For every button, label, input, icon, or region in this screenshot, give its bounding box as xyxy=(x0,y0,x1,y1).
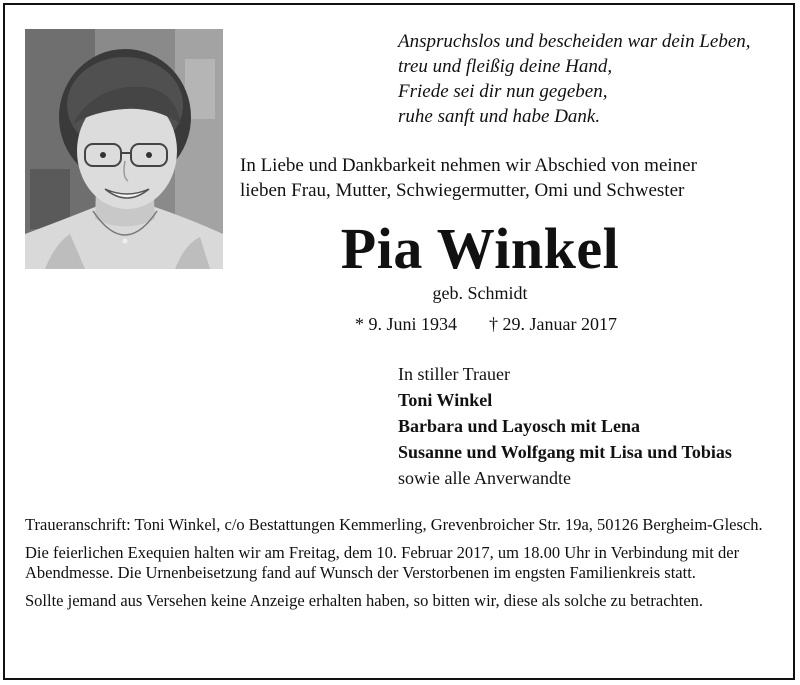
mourner-name: Barbara und Layosch mit Lena xyxy=(398,416,641,436)
mourner-name: Susanne und Wolfgang mit Lisa und Tobias xyxy=(398,442,732,462)
portrait-photo-icon xyxy=(25,29,223,269)
poem-line: Anspruchslos und bescheiden war dein Leben, xyxy=(398,31,751,52)
portrait-photo xyxy=(25,29,223,269)
birth-name: geb. Schmidt xyxy=(432,283,528,303)
death-date: † 29. Januar 2017 xyxy=(489,314,617,334)
birth-date: * 9. Juni 1934 xyxy=(355,314,458,334)
mourners-closing: sowie alle Anverwandte xyxy=(398,468,571,488)
footer-info xyxy=(25,515,785,619)
obituary-notice xyxy=(3,3,795,680)
intro-line: lieben Frau, Mutter, Schwiegermutter, Omi und Schwester xyxy=(240,180,685,201)
deceased-name: Pia Winkel xyxy=(340,216,620,281)
mourners-heading: In stiller Trauer xyxy=(398,364,510,384)
poem xyxy=(398,29,788,129)
mourner-name: Toni Winkel xyxy=(398,390,493,410)
intro-text xyxy=(240,153,790,203)
poem-line: Friede sei dir nun gegeben, xyxy=(398,81,608,102)
life-dates xyxy=(355,312,755,336)
intro-line: In Liebe und Dankbarkeit nehmen wir Abschied von meiner xyxy=(240,155,697,176)
poem-line: treu und fleißig deine Hand, xyxy=(398,56,613,77)
notice-note: Sollte jemand aus Versehen keine Anzeige erhalten haben, so bitten wir, diese als solche zu betrachten. xyxy=(25,591,704,610)
service-info: Die feierlichen Exequien halten wir am Freitag, dem 10. Februar 2017, um 18.00 Uhr in Verbindung mit der Abendmesse. Die Urnenbeisetzung fand auf Wunsch der Verstorbenen im engsten Familienkreis statt. xyxy=(25,543,740,582)
mourning-address: Traueranschrift: Toni Winkel, c/o Bestattungen Kemmerling, Grevenbroicher Str. 19a, 50126 Bergheim-Glesch. xyxy=(25,515,763,534)
poem-line: ruhe sanft und habe Dank. xyxy=(398,106,601,127)
mourners-list xyxy=(398,361,793,491)
